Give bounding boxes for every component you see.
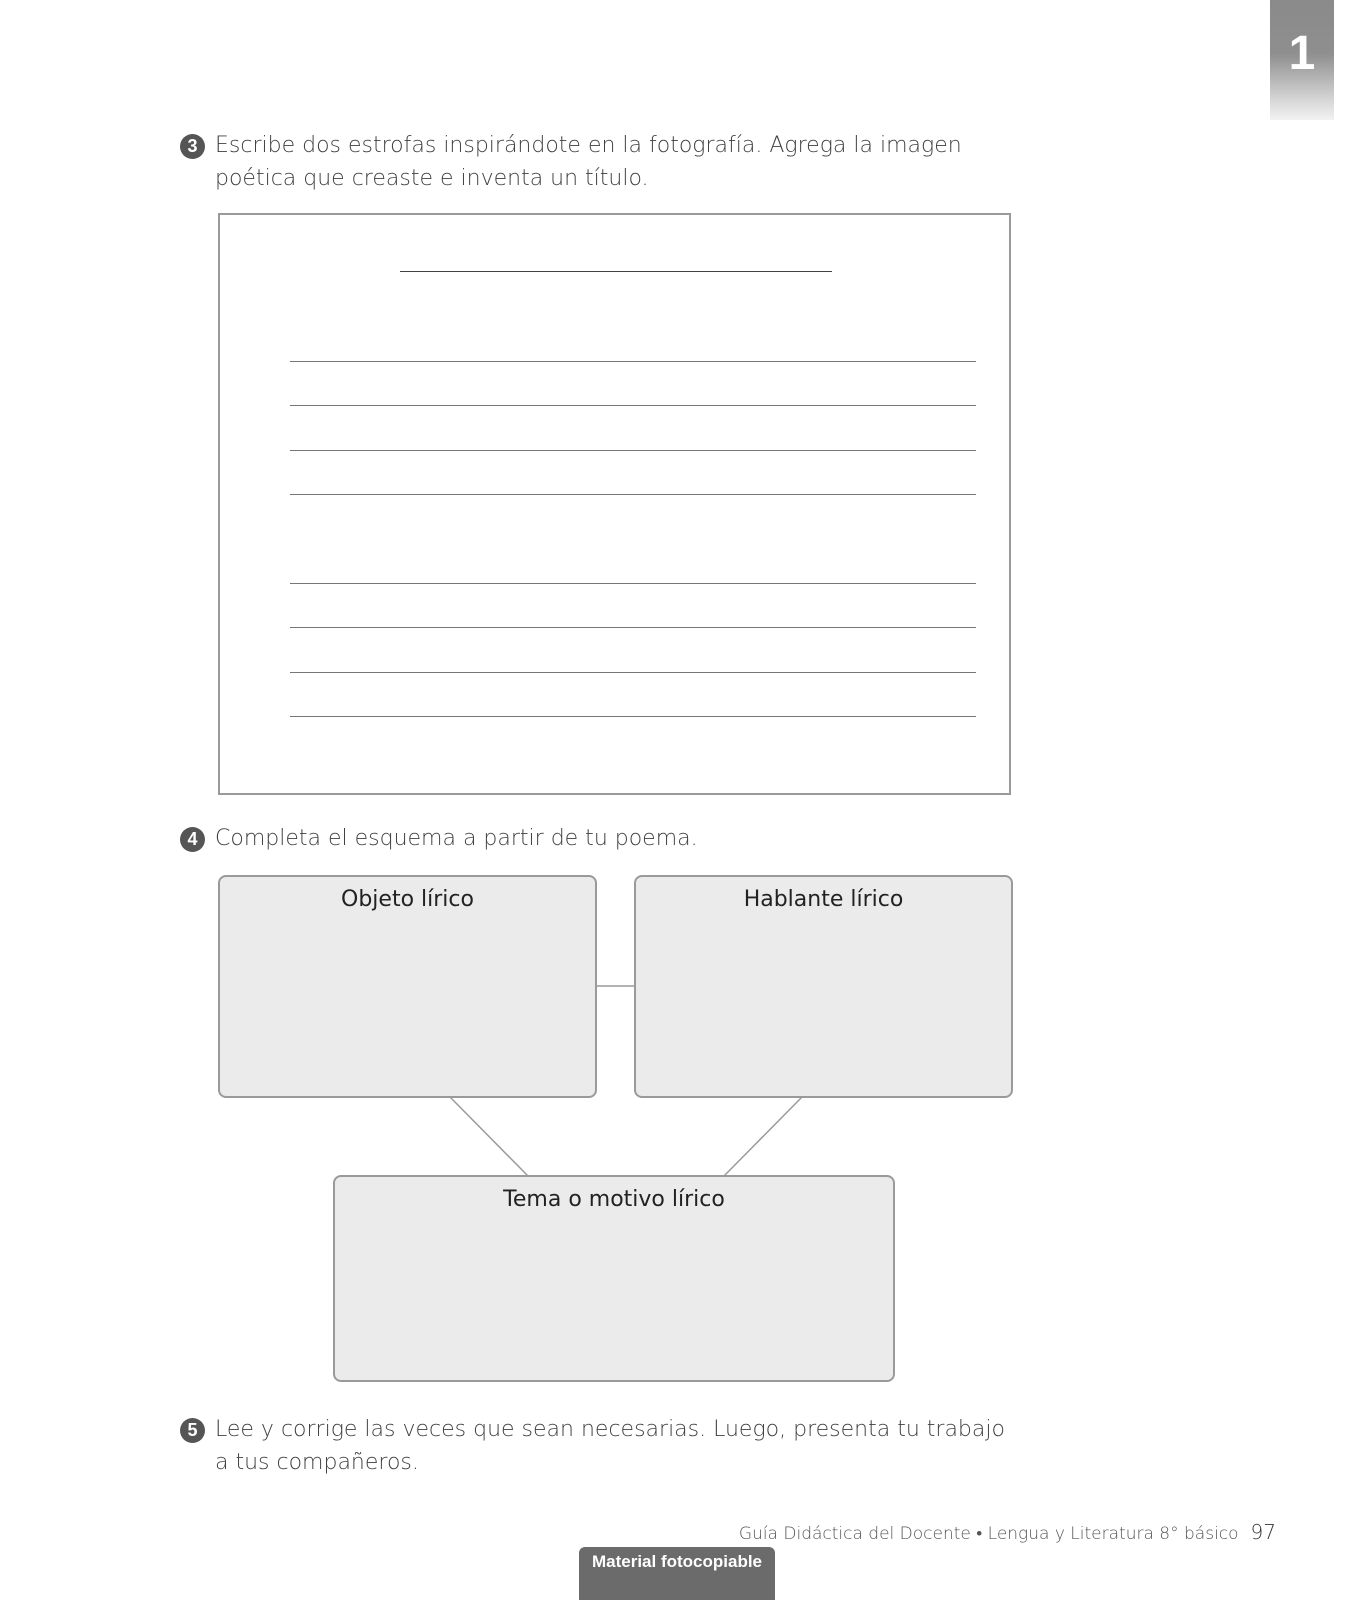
page-number: 97 bbox=[1250, 1520, 1276, 1544]
stanza-1-line[interactable] bbox=[290, 494, 976, 495]
activity-5 bbox=[180, 1413, 1020, 1479]
theme-lyric-box[interactable] bbox=[333, 1175, 895, 1382]
stanza-1-line[interactable] bbox=[290, 450, 976, 451]
activity-5-instruction: Lee y corrige las veces que sean necesarias. Luego, presenta tu trabajo a tus compañeros. bbox=[215, 1417, 1005, 1475]
activity-3-number: 3 bbox=[180, 134, 205, 159]
activity-4 bbox=[180, 822, 1020, 855]
footer-guide-title: Guía Didáctica del Docente • Lengua y Literatura 8° básico bbox=[738, 1524, 1239, 1544]
activity-3 bbox=[180, 129, 1020, 195]
photocopiable-tab bbox=[579, 1547, 775, 1600]
stanza-1-line[interactable] bbox=[290, 405, 976, 406]
activity-4-number: 4 bbox=[180, 827, 205, 852]
connector-object-theme bbox=[450, 1097, 528, 1176]
poem-writing-box bbox=[218, 213, 1011, 795]
activity-5-number: 5 bbox=[180, 1418, 205, 1443]
chapter-tab bbox=[1270, 0, 1334, 120]
speaker-lyric-label: Hablante lírico bbox=[743, 887, 904, 912]
theme-lyric-label: Tema o motivo lírico bbox=[503, 1187, 725, 1212]
page-footer bbox=[739, 1520, 1276, 1544]
object-lyric-box[interactable] bbox=[218, 875, 597, 1098]
stanza-1-line[interactable] bbox=[290, 361, 976, 362]
activity-4-instruction: Completa el esquema a partir de tu poema. bbox=[215, 826, 698, 851]
connector-speaker-theme bbox=[724, 1097, 802, 1176]
speaker-lyric-box[interactable] bbox=[634, 875, 1013, 1098]
stanza-2-line[interactable] bbox=[290, 672, 976, 673]
chapter-number: 1 bbox=[1288, 27, 1316, 80]
stanza-2-line[interactable] bbox=[290, 716, 976, 717]
activity-3-instruction: Escribe dos estrofas inspirándote en la fotografía. Agrega la imagen poética que creaste e inventa un título. bbox=[215, 133, 962, 191]
photocopiable-label: Material fotocopiable bbox=[591, 1552, 763, 1571]
stanza-2-line[interactable] bbox=[290, 583, 976, 584]
object-lyric-label: Objeto lírico bbox=[341, 887, 474, 912]
stanza-2-line[interactable] bbox=[290, 627, 976, 628]
poem-title-line[interactable] bbox=[400, 271, 832, 272]
